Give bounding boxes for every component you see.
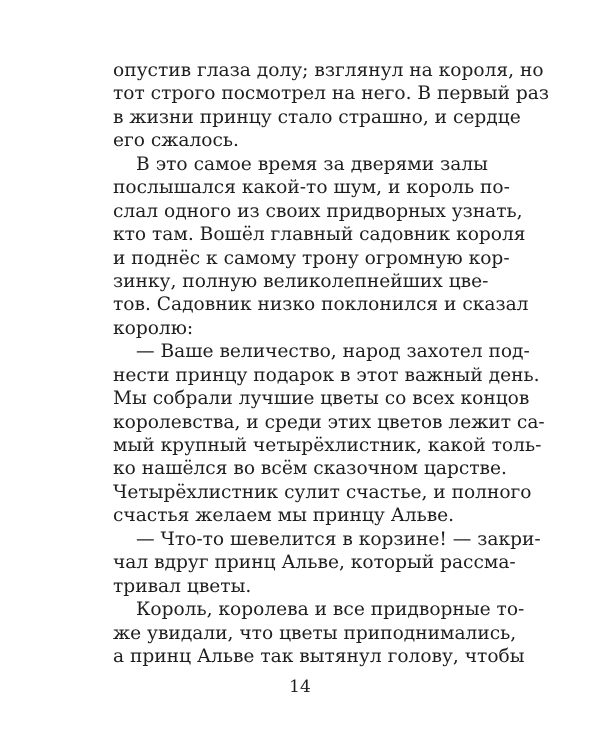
text-line: счастья желаем мы принцу Альве. xyxy=(113,505,455,527)
page-number: 14 xyxy=(289,677,311,697)
text-line: тот строго посмотрел на него. В первый раз xyxy=(113,83,550,105)
text-line: послышался какой-то шум, и король по- xyxy=(113,177,510,199)
text-line: его сжалось. xyxy=(113,130,239,152)
text-line: зинку, полную великолепнейших цве- xyxy=(113,270,489,292)
text-line: нести принцу подарок в этот важный день. xyxy=(113,364,540,386)
text-line: а принц Альве так вытянул голову, чтобы xyxy=(113,645,525,667)
text-line: Король, королева и все придворные то- xyxy=(136,599,525,621)
text-line: слал одного из своих придворных узнать, xyxy=(113,200,523,222)
text-line: — Ваше величество, народ захотел под- xyxy=(136,341,530,363)
text-line: чал вдруг принц Альве, который рассма- xyxy=(113,552,516,574)
body-text xyxy=(113,59,550,668)
text-line: ко нашёлся во всём сказочном царстве. xyxy=(113,458,507,480)
text-line: тов. Садовник низко поклонился и сказал xyxy=(113,294,529,316)
text-line: Мы собрали лучшие цветы со всех концов xyxy=(113,388,530,410)
text-line: мый крупный четырёхлистник, какой толь- xyxy=(113,435,542,456)
text-line: В это самое время за дверями залы xyxy=(136,153,488,175)
text-line: кто там. Вошёл главный садовник короля xyxy=(113,224,526,246)
text-line: же увидали, что цветы приподнимались, xyxy=(113,622,517,644)
text-line: опустив глаза долу; взглянул на короля, но xyxy=(113,60,544,81)
text-line: — Что-то шевелится в корзине! — закри- xyxy=(136,528,541,550)
text-line: и поднёс к самому трону огромную кор- xyxy=(113,247,510,269)
text-line: Четырёхлистник сулит счастье, и полного xyxy=(113,481,532,503)
text-line: королевства, и среди этих цветов лежит са- xyxy=(113,411,545,433)
text-line: в жизни принцу стало страшно, и сердце xyxy=(113,106,521,128)
text-line: королю: xyxy=(113,317,194,339)
text-line: тривал цветы. xyxy=(113,575,252,597)
